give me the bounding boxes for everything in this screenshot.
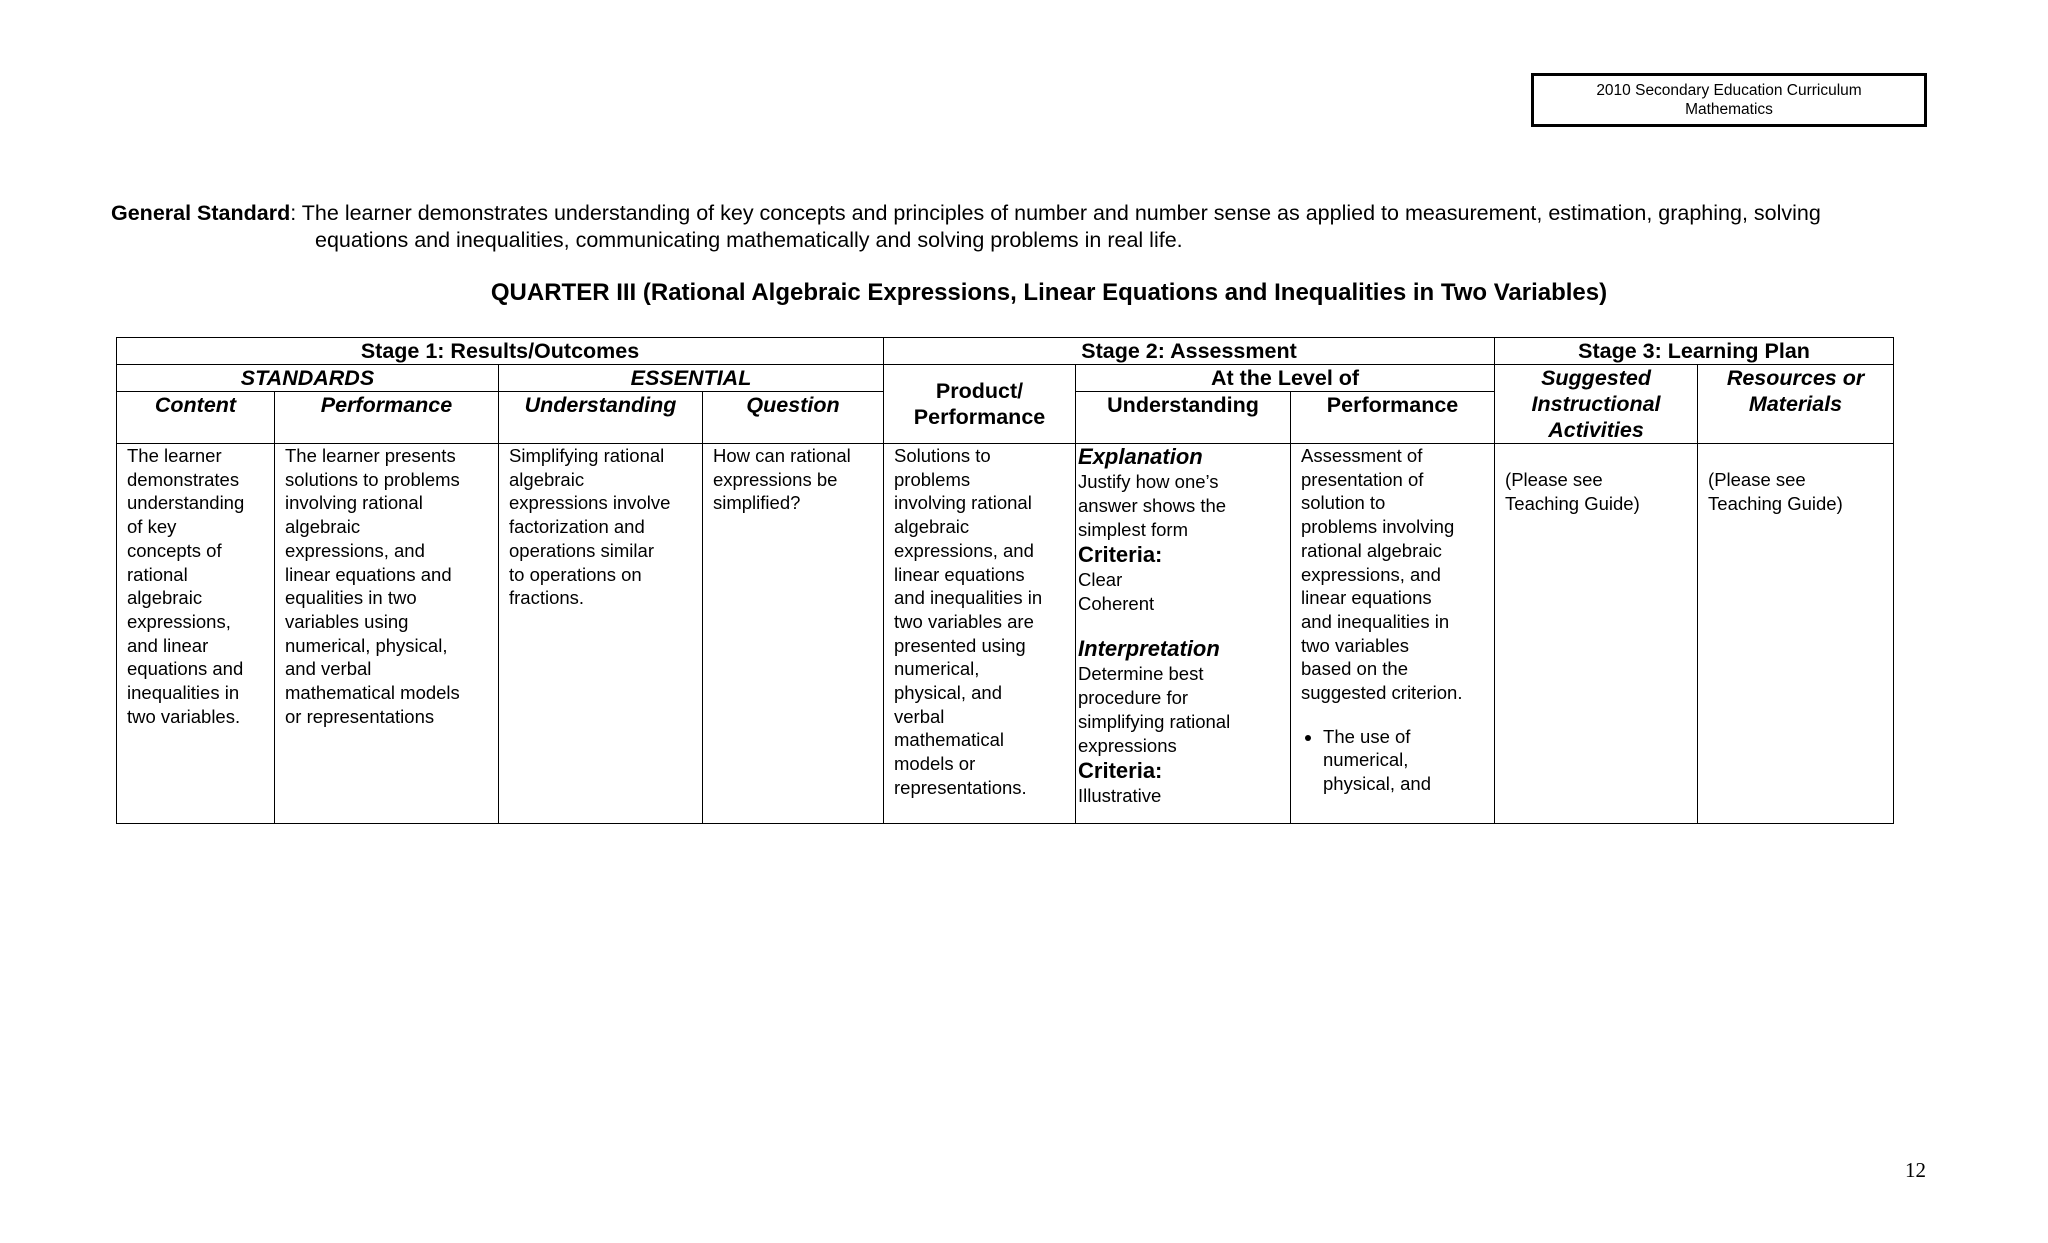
resources-header: Resources or Materials: [1698, 365, 1894, 444]
explanation-label: Explanation: [1078, 444, 1203, 469]
level-performance-header: Performance: [1291, 392, 1495, 444]
performance-header: Performance: [275, 392, 499, 444]
explanation-text: Justify how one’s answer shows the simplest form: [1078, 471, 1227, 540]
interpretation-text: Determine best procedure for simplifying rational expressions: [1078, 663, 1231, 756]
activities-cell: [1495, 444, 1698, 824]
activities-text: (Please see Teaching Guide): [1505, 469, 1640, 514]
general-standard: [111, 200, 1941, 254]
resources-text: (Please see Teaching Guide): [1708, 469, 1843, 514]
table-row: [117, 444, 1894, 824]
question-cell: How can rational expressions be simplified?: [703, 444, 884, 824]
stage-2-header: Stage 2: Assessment: [884, 338, 1495, 365]
general-standard-label: General Standard: [111, 201, 291, 225]
content-cell: The learner demonstrates understanding of key concepts of rational algebraic expressions, and linear equations and inequalities in two variables.: [117, 444, 275, 824]
criteria-label-2: Criteria:: [1078, 758, 1163, 783]
stage-1-header: Stage 1: Results/Outcomes: [117, 338, 884, 365]
criteria-label-1: Criteria:: [1078, 542, 1163, 567]
curriculum-header-box: [1531, 73, 1927, 127]
curriculum-table: [116, 337, 1894, 824]
standards-header: STANDARDS: [117, 365, 499, 392]
understanding-cell: Simplifying rational algebraic expressions involve factorization and operations similar to operations on fractions.: [499, 444, 703, 824]
interpretation-label: Interpretation: [1078, 636, 1220, 661]
at-the-level-of-header: At the Level of: [1076, 365, 1495, 392]
page-number: 12: [1905, 1158, 1926, 1182]
content-header: Content: [117, 392, 275, 444]
product-cell: Solutions to problems involving rational algebraic expressions, and linear equations and inequalities in two variables are presented using numerical, physical, and verbal mathematical models or representations.: [884, 444, 1076, 824]
header-line-2: Mathematics: [1685, 101, 1773, 118]
performance-cell: The learner presents solutions to problems involving rational algebraic expressions, and linear equations and equalities in two variables using numerical, physical, and verbal mathematical models or representations: [275, 444, 499, 824]
assessment-bullet-list: [1301, 725, 1488, 796]
general-standard-line-2: equations and inequalities, communicating mathematically and solving problems in real life.: [315, 228, 1183, 252]
essential-header: ESSENTIAL: [499, 365, 884, 392]
essential-question-header: Question: [703, 392, 884, 444]
suggested-activities-header: Suggested Instructional Activities: [1495, 365, 1698, 444]
general-standard-colon: :: [290, 201, 297, 225]
quarter-title: QUARTER III (Rational Algebraic Expressions, Linear Equations and Inequalities in Two Variables): [490, 279, 1608, 306]
essential-understanding-header: Understanding: [499, 392, 703, 444]
assessment-understanding-cell: [1076, 444, 1291, 824]
level-understanding-header: Understanding: [1076, 392, 1291, 444]
criteria-text-1: Clear Coherent: [1078, 569, 1155, 614]
assessment-bullet-item: • The use of numerical, physical, and: [1323, 725, 1488, 796]
stage-3-header: Stage 3: Learning Plan: [1495, 338, 1894, 365]
header-line-1: 2010 Secondary Education Curriculum: [1596, 82, 1862, 99]
general-standard-line-1: The learner demonstrates understanding of key concepts and principles of number and number sense as applied to measurement, estimation, graphing, solving: [296, 201, 1821, 225]
assessment-performance-cell: [1291, 444, 1495, 824]
product-performance-header: Product/ Performance: [884, 365, 1076, 444]
assessment-performance-text: Assessment of presentation of solution to problems involving rational algebraic expressions, and linear equations and inequalities in two variables based on the suggested criterion.: [1301, 445, 1463, 704]
criteria-text-2: Illustrative: [1078, 785, 1162, 806]
resources-cell: [1698, 444, 1894, 824]
